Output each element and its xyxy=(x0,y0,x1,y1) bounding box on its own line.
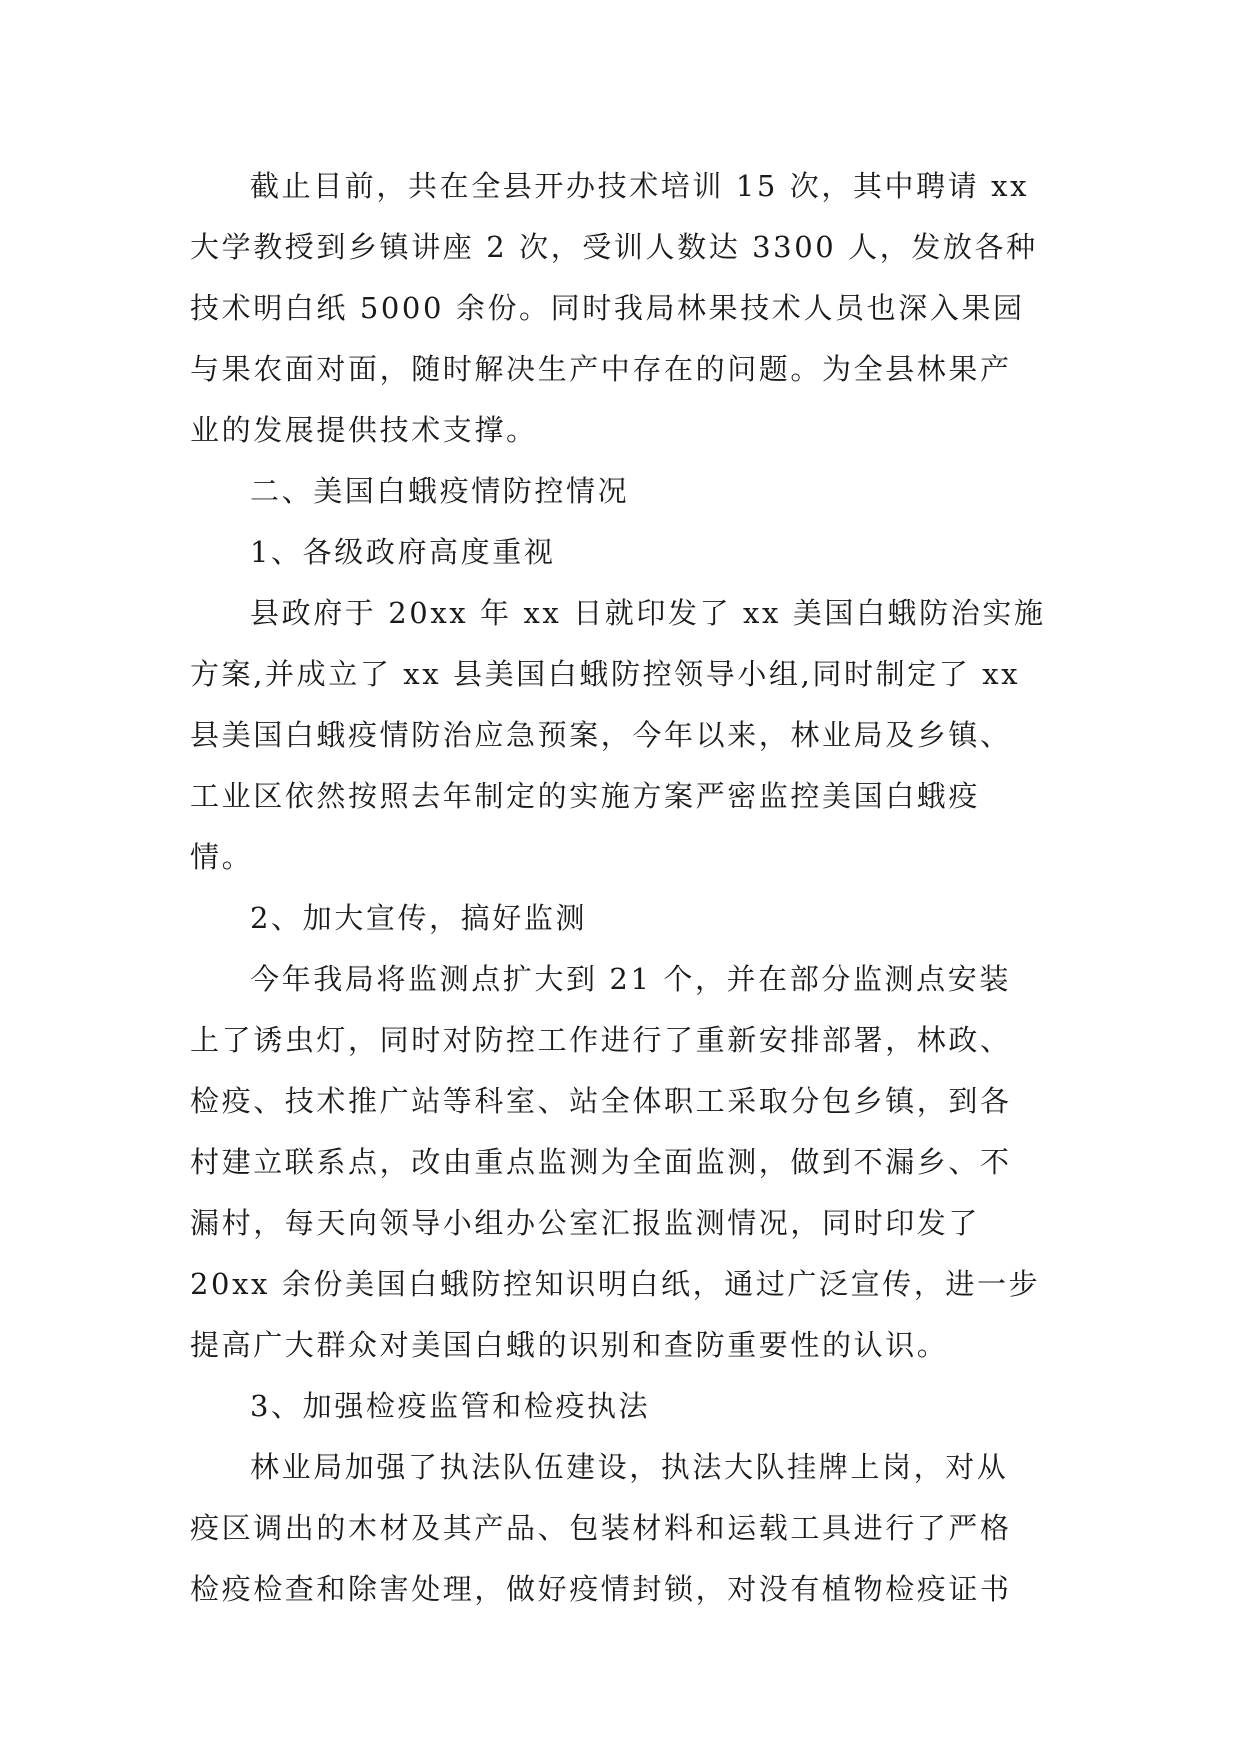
text-line: 提高广大群众对美国白蛾的识别和查防重要性的认识。 xyxy=(190,1328,949,1362)
text-line: 与果农面对面，随时解决生产中存在的问题。为全县林果产 xyxy=(190,352,1012,386)
subsection-heading: 2、加大宣传，搞好监测 xyxy=(250,901,588,935)
text-line: 县美国白蛾疫情防治应急预案，今年以来，林业局及乡镇、 xyxy=(190,718,1012,752)
text-line: 20xx 余份美国白蛾防控知识明白纸，通过广泛宣传，进一步 xyxy=(190,1267,1041,1301)
text-line: 截止目前，共在全县开办技术培训 15 次，其中聘请 xx xyxy=(250,169,1030,203)
text-line: 今年我局将监测点扩大到 21 个，并在部分监测点安装 xyxy=(250,962,1011,996)
text-line: 村建立联系点，改由重点监测为全面监测，做到不漏乡、不 xyxy=(190,1145,1012,1179)
section-heading: 二、美国白蛾疫情防控情况 xyxy=(250,474,630,508)
text-line: 业的发展提供技术支撑。 xyxy=(190,413,538,447)
text-line: 林业局加强了执法队伍建设，执法大队挂牌上岗，对从 xyxy=(250,1450,1009,1484)
text-line: 疫区调出的木材及其产品、包装材料和运载工具进行了严格 xyxy=(190,1511,1012,1545)
text-line: 检疫检查和除害处理，做好疫情封锁，对没有植物检疫证书 xyxy=(190,1572,1012,1606)
text-line: 方案,并成立了 xx 县美国白蛾防控领导小组,同时制定了 xx xyxy=(190,657,1021,691)
text-line: 情。 xyxy=(190,840,254,874)
text-line: 工业区依然按照去年制定的实施方案严密监控美国白蛾疫 xyxy=(190,779,981,813)
text-line: 县政府于 20xx 年 xx 日就印发了 xx 美国白蛾防治实施 xyxy=(250,596,1046,630)
subsection-heading: 3、加强检疫监管和检疫执法 xyxy=(250,1389,651,1423)
text-line: 技术明白纸 5000 余份。同时我局林果技术人员也深入果园 xyxy=(190,291,1025,325)
text-line: 大学教授到乡镇讲座 2 次，受训人数达 3300 人，发放各种 xyxy=(190,230,1038,264)
text-line: 漏村，每天向领导小组办公室汇报监测情况，同时印发了 xyxy=(190,1206,981,1240)
subsection-heading: 1、各级政府高度重视 xyxy=(250,535,556,569)
text-line: 上了诱虫灯，同时对防控工作进行了重新安排部署，林政、 xyxy=(190,1023,1012,1057)
text-line: 检疫、技术推广站等科室、站全体职工采取分包乡镇，到各 xyxy=(190,1084,1012,1118)
